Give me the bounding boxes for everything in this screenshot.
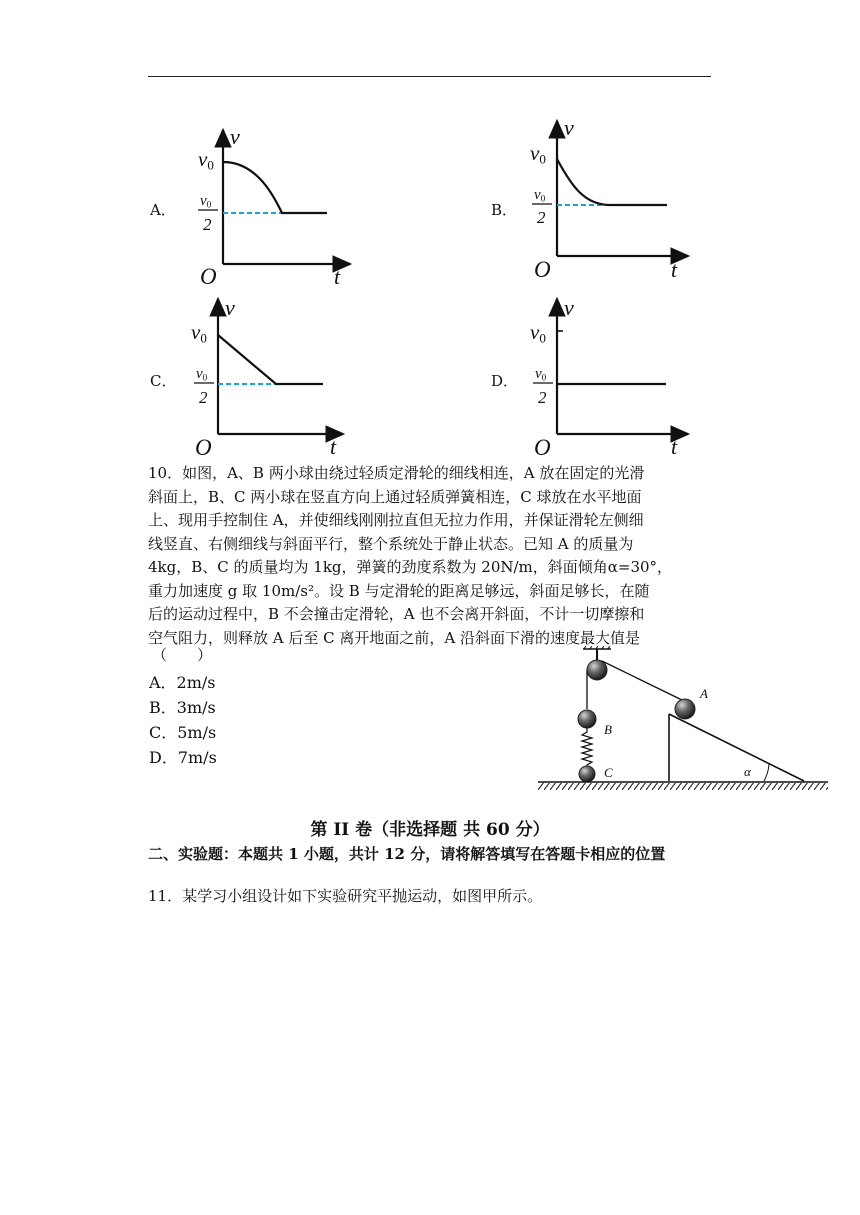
option-b-letter: B． xyxy=(491,201,518,219)
origin-label: O xyxy=(200,264,217,288)
graph-option-a xyxy=(190,122,360,288)
choice-a: A．2m/s xyxy=(149,673,216,692)
v0-label: v0 xyxy=(198,147,214,173)
ball-c-label: C xyxy=(604,765,613,780)
section2-heading: 二、实验题：本题共 1 小题，共计 12 分，请将解答填写在答题卡相应的位置 xyxy=(148,845,666,863)
half-numerator: v0 xyxy=(535,366,547,384)
t-axis-label: t xyxy=(671,434,678,459)
velocity-curve xyxy=(223,162,327,213)
half-numerator: v0 xyxy=(534,187,546,205)
half-numerator: v0 xyxy=(196,366,208,384)
ceiling-hatch xyxy=(583,646,611,649)
ground-hatch xyxy=(538,783,828,790)
v-axis-label: v xyxy=(225,295,235,320)
incline-slope xyxy=(669,714,804,781)
velocity-curve xyxy=(218,335,323,384)
q10-line: 10．如图，A、B 两小球由绕过轻质定滑轮的细线相连，A 放在固定的光滑 xyxy=(148,464,645,482)
option-d-letter: D． xyxy=(491,372,519,390)
option-a-letter: A． xyxy=(150,201,176,219)
half-denominator: 2 xyxy=(538,388,547,407)
header-rule xyxy=(148,76,711,77)
t-axis-label: t xyxy=(671,257,678,281)
v0-label: v0 xyxy=(530,320,546,346)
q10-line: 上、现用手控制住 A，并使细线刚刚拉直但无拉力作用，并保证滑轮左侧细 xyxy=(148,511,644,529)
option-c-letter: C． xyxy=(150,372,177,390)
v-axis-label: v xyxy=(564,295,574,320)
half-denominator: 2 xyxy=(203,215,212,234)
right-string xyxy=(602,661,684,701)
ball-b xyxy=(578,710,596,728)
origin-label: O xyxy=(534,257,551,281)
question-10-stem xyxy=(148,462,714,650)
ball-a-label: A xyxy=(700,686,708,701)
v-axis-label: v xyxy=(564,115,574,140)
t-axis-label: t xyxy=(334,264,341,288)
t-axis-label: t xyxy=(330,434,337,459)
graph-option-b xyxy=(526,115,696,281)
part2-title: 第 II 卷（非选择题 共 60 分） xyxy=(310,820,550,840)
graph-option-c xyxy=(187,293,357,459)
q10-line: 重力加速度 g 取 10m/s²。设 B 与定滑轮的距离足够远，斜面足够长，在随 xyxy=(148,581,650,600)
q10-line: 后的运动过程中，B 不会撞击定滑轮，A 也不会离开斜面，不计一切摩擦和 xyxy=(148,605,645,623)
v0-label: v0 xyxy=(191,320,207,346)
pulley-wheel xyxy=(587,660,607,680)
q10-line: 线竖直、右侧细线与斜面平行，整个系统处于静止状态。已知 A 的质量为 xyxy=(148,534,634,553)
v0-label: v0 xyxy=(530,141,546,167)
choice-d: D．7m/s xyxy=(149,748,217,767)
alpha-label: α xyxy=(744,764,751,779)
pulley-incline-figure xyxy=(538,646,830,796)
half-denominator: 2 xyxy=(537,208,546,227)
v-axis-label: v xyxy=(230,124,240,149)
origin-label: O xyxy=(534,435,551,459)
choice-c: C．5m/s xyxy=(149,723,217,742)
spring xyxy=(582,728,592,767)
graph-option-d xyxy=(526,293,696,459)
angle-arc xyxy=(764,764,769,781)
q10-line: 空气阻力，则释放 A 后至 C 离开地面之前，A 沿斜面下滑的速度最大值是 xyxy=(148,628,640,647)
question-11-stem: 11．某学习小组设计如下实验研究平抛运动，如图甲所示。 xyxy=(148,887,543,905)
ball-c xyxy=(579,766,595,782)
ball-a xyxy=(675,699,695,719)
half-denominator: 2 xyxy=(199,388,208,407)
choice-b: B．3m/s xyxy=(149,698,216,717)
velocity-curve xyxy=(557,159,667,205)
half-numerator: v0 xyxy=(200,193,212,211)
origin-label: O xyxy=(195,435,212,459)
ball-b-label: B xyxy=(604,722,612,737)
answer-parentheses: （ ） xyxy=(152,646,213,664)
q10-line: 4kg，B、C 的质量均为 1kg，弹簧的劲度系数为 20N/m，斜面倾角α=30°， xyxy=(148,558,673,576)
q10-line: 斜面上，B、C 两小球在竖直方向上通过轻质弹簧相连，C 球放在水平地面 xyxy=(148,487,642,506)
